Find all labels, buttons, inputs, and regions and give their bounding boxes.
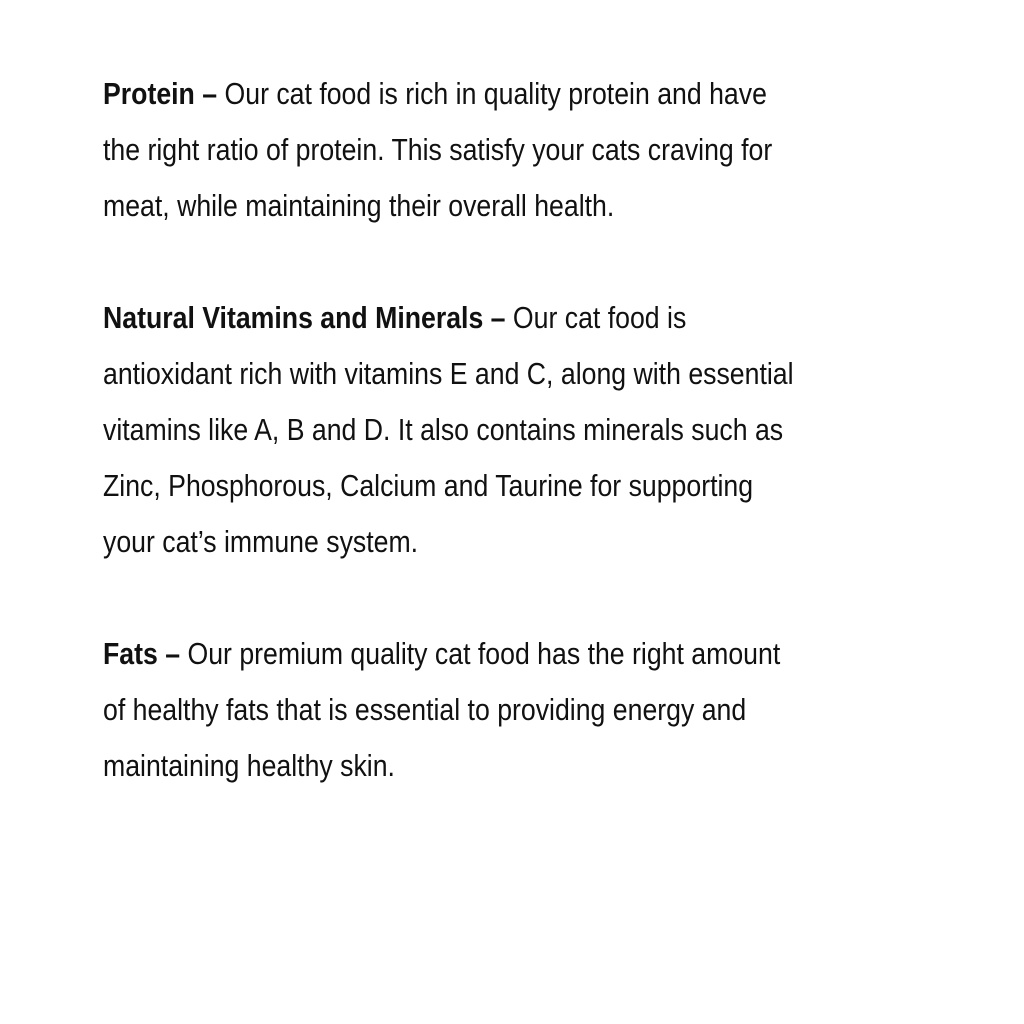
vitamins-minerals-term: Natural Vitamins and Minerals –: [103, 300, 506, 335]
protein-description: Our cat food is rich in quality protein and have the right ratio of protein. This satisfy your cats craving for meat, while maintaining their overall health.: [103, 76, 773, 223]
vitamins-minerals-description: Our cat food is antioxidant rich with vitamins E and C, along with essential vitamins like A, B and D. It also contains minerals such as Zinc, Phosphorous, Calcium and Taurine for supporting your cat’s immune system.: [103, 300, 794, 559]
fats-description: Our premium quality cat food has the right amount of healthy fats that is essential to providing energy and maintaining healthy skin.: [103, 636, 781, 783]
protein-paragraph: [103, 66, 808, 234]
fats-term: Fats –: [103, 636, 181, 671]
protein-term: Protein –: [103, 76, 218, 111]
vitamins-minerals-paragraph: [103, 290, 808, 570]
fats-paragraph: [103, 626, 808, 794]
nutrition-content: [103, 66, 808, 850]
